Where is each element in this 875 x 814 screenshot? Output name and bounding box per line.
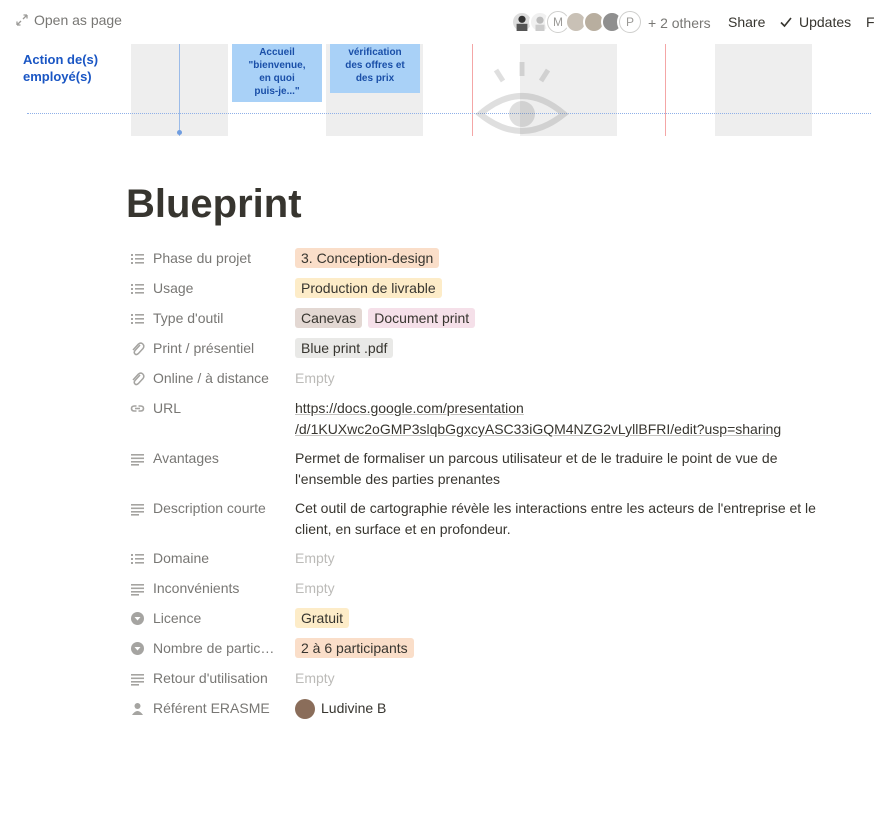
property-name-print[interactable] bbox=[126, 334, 295, 362]
other-collaborators-count[interactable]: + 2 others bbox=[648, 15, 711, 31]
property-label: Nombre de partic… bbox=[153, 640, 275, 656]
list-icon bbox=[130, 551, 145, 566]
property-value-domaine[interactable]: Empty bbox=[295, 550, 335, 566]
property-label: Référent ERASME bbox=[153, 700, 270, 716]
property-label: URL bbox=[153, 400, 182, 416]
select-icon bbox=[130, 611, 145, 626]
property-label: Retour d'utilisation bbox=[153, 670, 268, 686]
cover-sticky-note bbox=[330, 44, 420, 93]
file-chip[interactable]: Blue print .pdf bbox=[295, 338, 393, 358]
favorite-button[interactable]: F bbox=[866, 14, 875, 30]
open-as-page-button[interactable] bbox=[16, 12, 122, 28]
note-line: "bienvenue, bbox=[248, 60, 306, 71]
cover-sticky-note bbox=[232, 44, 322, 102]
property-row bbox=[126, 664, 836, 694]
property-label: Type d'outil bbox=[153, 310, 224, 326]
cover-line-of-interaction bbox=[27, 113, 871, 114]
property-name-licence[interactable] bbox=[126, 604, 295, 632]
cover-image bbox=[0, 44, 871, 137]
person-chip[interactable] bbox=[295, 698, 386, 719]
property-label: Inconvénients bbox=[153, 580, 240, 596]
cover-action-label-line: employé(s) bbox=[23, 69, 92, 84]
property-value-inconvenients[interactable]: Empty bbox=[295, 580, 335, 596]
property-label: Description courte bbox=[153, 500, 266, 516]
cover-divider bbox=[665, 44, 666, 136]
property-value-retour[interactable]: Empty bbox=[295, 670, 335, 686]
text-icon bbox=[130, 671, 145, 686]
list-icon bbox=[130, 311, 145, 326]
property-value-type-outil[interactable] bbox=[295, 304, 836, 334]
note-line: en quoi bbox=[259, 73, 295, 84]
property-row bbox=[126, 634, 836, 664]
list-icon bbox=[130, 251, 145, 266]
page-title[interactable]: Blueprint bbox=[126, 182, 302, 226]
tag: 3. Conception-design bbox=[295, 248, 439, 268]
property-label: Domaine bbox=[153, 550, 210, 566]
checkmark-icon bbox=[779, 15, 793, 29]
paperclip-icon bbox=[130, 341, 145, 356]
cover-action-label-line: Action de(s) bbox=[23, 52, 99, 67]
tag: Canevas bbox=[295, 308, 362, 328]
avatar bbox=[295, 699, 315, 719]
person-icon bbox=[130, 701, 145, 716]
property-row bbox=[126, 274, 836, 304]
property-name-inconvenients[interactable] bbox=[126, 574, 295, 602]
property-label: Phase du projet bbox=[153, 250, 252, 266]
property-row bbox=[126, 544, 836, 574]
note-line: vérification bbox=[348, 47, 402, 58]
link-icon bbox=[130, 401, 145, 416]
tag: Production de livrable bbox=[295, 278, 442, 298]
property-value-participants[interactable] bbox=[295, 634, 836, 664]
property-value-referent[interactable] bbox=[295, 694, 836, 729]
property-label: Usage bbox=[153, 280, 194, 296]
eye-icon bbox=[476, 58, 568, 136]
property-value-licence[interactable] bbox=[295, 604, 836, 634]
property-row bbox=[126, 694, 836, 729]
property-value-print[interactable] bbox=[295, 334, 836, 364]
note-line: Accueil bbox=[259, 47, 295, 58]
note-line: puis-je..." bbox=[254, 86, 300, 97]
property-name-domaine[interactable] bbox=[126, 544, 295, 572]
tag: Document print bbox=[368, 308, 475, 328]
cover-column bbox=[715, 44, 812, 136]
property-label: Online / à distance bbox=[153, 370, 269, 386]
property-value-url[interactable] bbox=[295, 394, 836, 444]
select-icon bbox=[130, 641, 145, 656]
property-name-referent[interactable] bbox=[126, 694, 295, 722]
paperclip-icon bbox=[130, 371, 145, 386]
open-as-page-label: Open as page bbox=[34, 12, 122, 28]
property-row bbox=[126, 364, 836, 394]
updates-label: Updates bbox=[799, 14, 852, 30]
tag: Gratuit bbox=[295, 608, 349, 628]
property-label: Print / présentiel bbox=[153, 340, 255, 356]
share-button[interactable]: Share bbox=[728, 14, 766, 30]
text-line: Cet outil de cartographie révèle les interactions entre les acteurs de l'entreprise et le bbox=[295, 500, 816, 516]
property-name-description[interactable] bbox=[126, 494, 295, 522]
url-link[interactable]: https://docs.google.com/presentation bbox=[295, 400, 524, 416]
text-icon bbox=[130, 451, 145, 466]
property-label: Licence bbox=[153, 610, 202, 626]
property-value-usage[interactable] bbox=[295, 274, 836, 304]
property-name-url[interactable] bbox=[126, 394, 295, 422]
note-line: des offres et bbox=[345, 60, 405, 71]
property-row bbox=[126, 604, 836, 634]
property-value-description[interactable] bbox=[295, 494, 836, 544]
avatar[interactable]: M bbox=[547, 11, 569, 33]
property-row bbox=[126, 444, 836, 494]
property-row bbox=[126, 334, 836, 364]
property-row bbox=[126, 494, 836, 544]
cover-action-label bbox=[23, 51, 98, 85]
property-name-participants[interactable] bbox=[126, 634, 295, 662]
property-row bbox=[126, 394, 836, 444]
text-line: Permet de formaliser un parcous utilisateur et de le traduire le point de vue de bbox=[295, 450, 778, 466]
property-name-avantages[interactable] bbox=[126, 444, 295, 472]
text-line: client, en surface et en profondeur. bbox=[295, 521, 511, 537]
property-name-usage[interactable] bbox=[126, 274, 295, 302]
property-value-phase[interactable] bbox=[295, 244, 836, 274]
list-icon bbox=[130, 281, 145, 296]
avatar[interactable]: P bbox=[619, 11, 641, 33]
cover-divider bbox=[472, 44, 473, 136]
properties-list bbox=[126, 244, 836, 729]
property-row bbox=[126, 304, 836, 334]
top-bar bbox=[0, 0, 875, 44]
text-icon bbox=[130, 501, 145, 516]
property-name-retour[interactable] bbox=[126, 664, 295, 692]
tag: 2 à 6 participants bbox=[295, 638, 414, 658]
text-line: l'ensemble des parties prenantes bbox=[295, 471, 501, 487]
cover-dot bbox=[177, 130, 182, 135]
property-value-online[interactable]: Empty bbox=[295, 370, 335, 386]
collaborator-avatars[interactable] bbox=[511, 11, 641, 33]
property-value-avantages[interactable] bbox=[295, 444, 836, 494]
property-row bbox=[126, 244, 836, 274]
property-label: Avantages bbox=[153, 450, 219, 466]
text-icon bbox=[130, 581, 145, 596]
cover-divider bbox=[179, 44, 180, 136]
updates-button[interactable] bbox=[779, 14, 851, 30]
property-name-phase[interactable] bbox=[126, 244, 295, 272]
property-name-type-outil[interactable] bbox=[126, 304, 295, 332]
property-name-online[interactable] bbox=[126, 364, 295, 392]
url-link[interactable]: /d/1KUXwc2oGMP3slqbGgxcyASC33iGQM4NZG2vLyllBFRI/edit?usp=sharing bbox=[295, 421, 782, 437]
property-row bbox=[126, 574, 836, 604]
note-line: des prix bbox=[355, 73, 395, 84]
person-name: Ludivine B bbox=[321, 700, 387, 716]
expand-arrows-icon bbox=[16, 14, 28, 26]
